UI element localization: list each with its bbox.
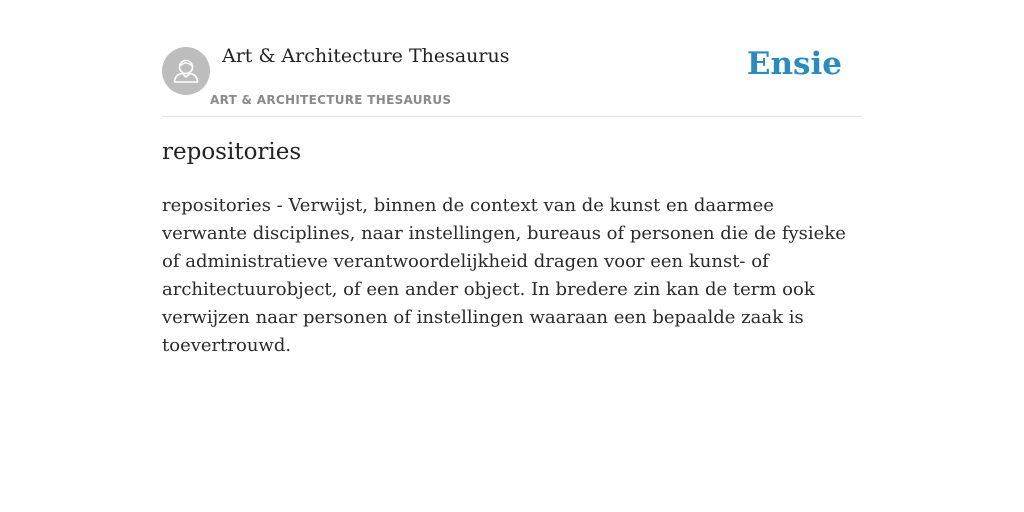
author-name-link[interactable]: Art & Architecture Thesaurus: [222, 45, 510, 67]
author-avatar[interactable]: [162, 47, 210, 95]
source-label-link[interactable]: ART & ARCHITECTURE THESAURUS: [210, 93, 452, 107]
header: [162, 0, 862, 117]
entry-definition: repositories - Verwijst, binnen de context van de kunst en daarmee verwante disciplines, naar instellingen, bureaus of personen die de fysieke of administratieve verantwoordelijkheid dragen voor een kunst- of architectuurobject, of een ander object. In bredere zin kan de term ook verwijzen naar personen of instellingen waaraan een bepaalde zaak is toevertrouwd.: [162, 195, 846, 356]
ensie-logo-link[interactable]: Ensie: [746, 46, 842, 82]
user-icon: [162, 47, 210, 95]
entry-term: repositories: [162, 139, 302, 165]
